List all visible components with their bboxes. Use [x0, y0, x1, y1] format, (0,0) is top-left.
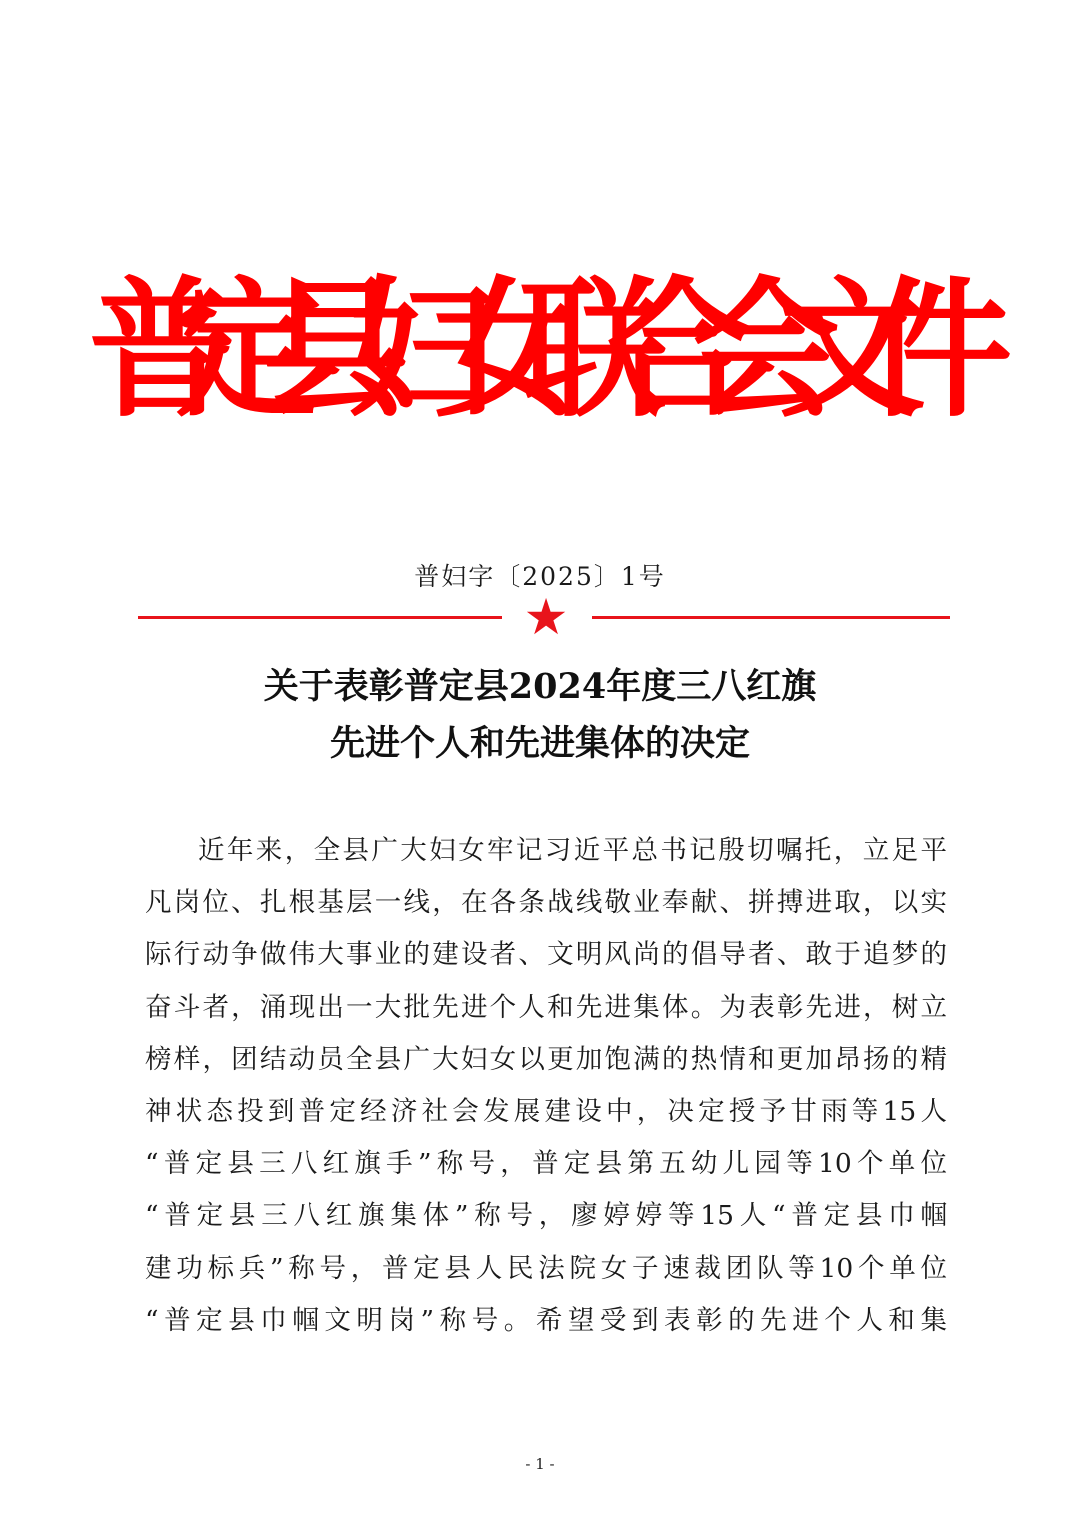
body-line: 际行动争做伟大事业的建设者、文明风尚的倡导者、敢于追梦的	[145, 939, 947, 971]
body-line: 近年来，全县广大妇女牢记习近平总书记殷切嘱托，立足平	[198, 835, 947, 866]
red-rule-right	[592, 616, 950, 619]
body-line: “普定县巾帼文明岗”称号。希望受到表彰的先进个人和集	[145, 1304, 947, 1336]
body-line: 奋斗者，涌现出一大批先进个人和先进集体。为表彰先进，树立	[145, 991, 947, 1023]
red-rule-left	[138, 616, 502, 619]
page-number: - 1 -	[525, 1455, 555, 1473]
document-title-line-2: 先进个人和先进集体的决定	[329, 723, 750, 764]
body-line: 神状态投到普定经济社会发展建设中，决定授予甘雨等15人	[145, 1095, 947, 1127]
body-line: 建功标兵”称号，普定县人民法院女子速裁团队等10个单位	[145, 1252, 947, 1284]
body-line: “普定县三八红旗集体”称号，廖婷婷等15人“普定县巾帼	[145, 1200, 947, 1232]
body-line: “普定县三八红旗手”称号，普定县第五幼儿园等10个单位	[145, 1148, 947, 1180]
document-title-line-1: 关于表彰普定县2024年度三八红旗	[263, 666, 817, 707]
red-star-icon: ★	[523, 588, 569, 646]
body-text	[145, 825, 947, 1347]
body-line: 凡岗位、扎根基层一线，在各条战线敬业奉献、拼搏进取，以实	[145, 887, 947, 919]
body-line: 榜样，团结动员全县广大妇女以更加饱满的热情和更加昂扬的精	[145, 1043, 947, 1075]
issuer-masthead-title: 普定县妇女联合会文件	[88, 262, 952, 438]
document-title	[0, 658, 1080, 772]
document-number: 普妇字〔2025〕1号	[414, 562, 666, 591]
